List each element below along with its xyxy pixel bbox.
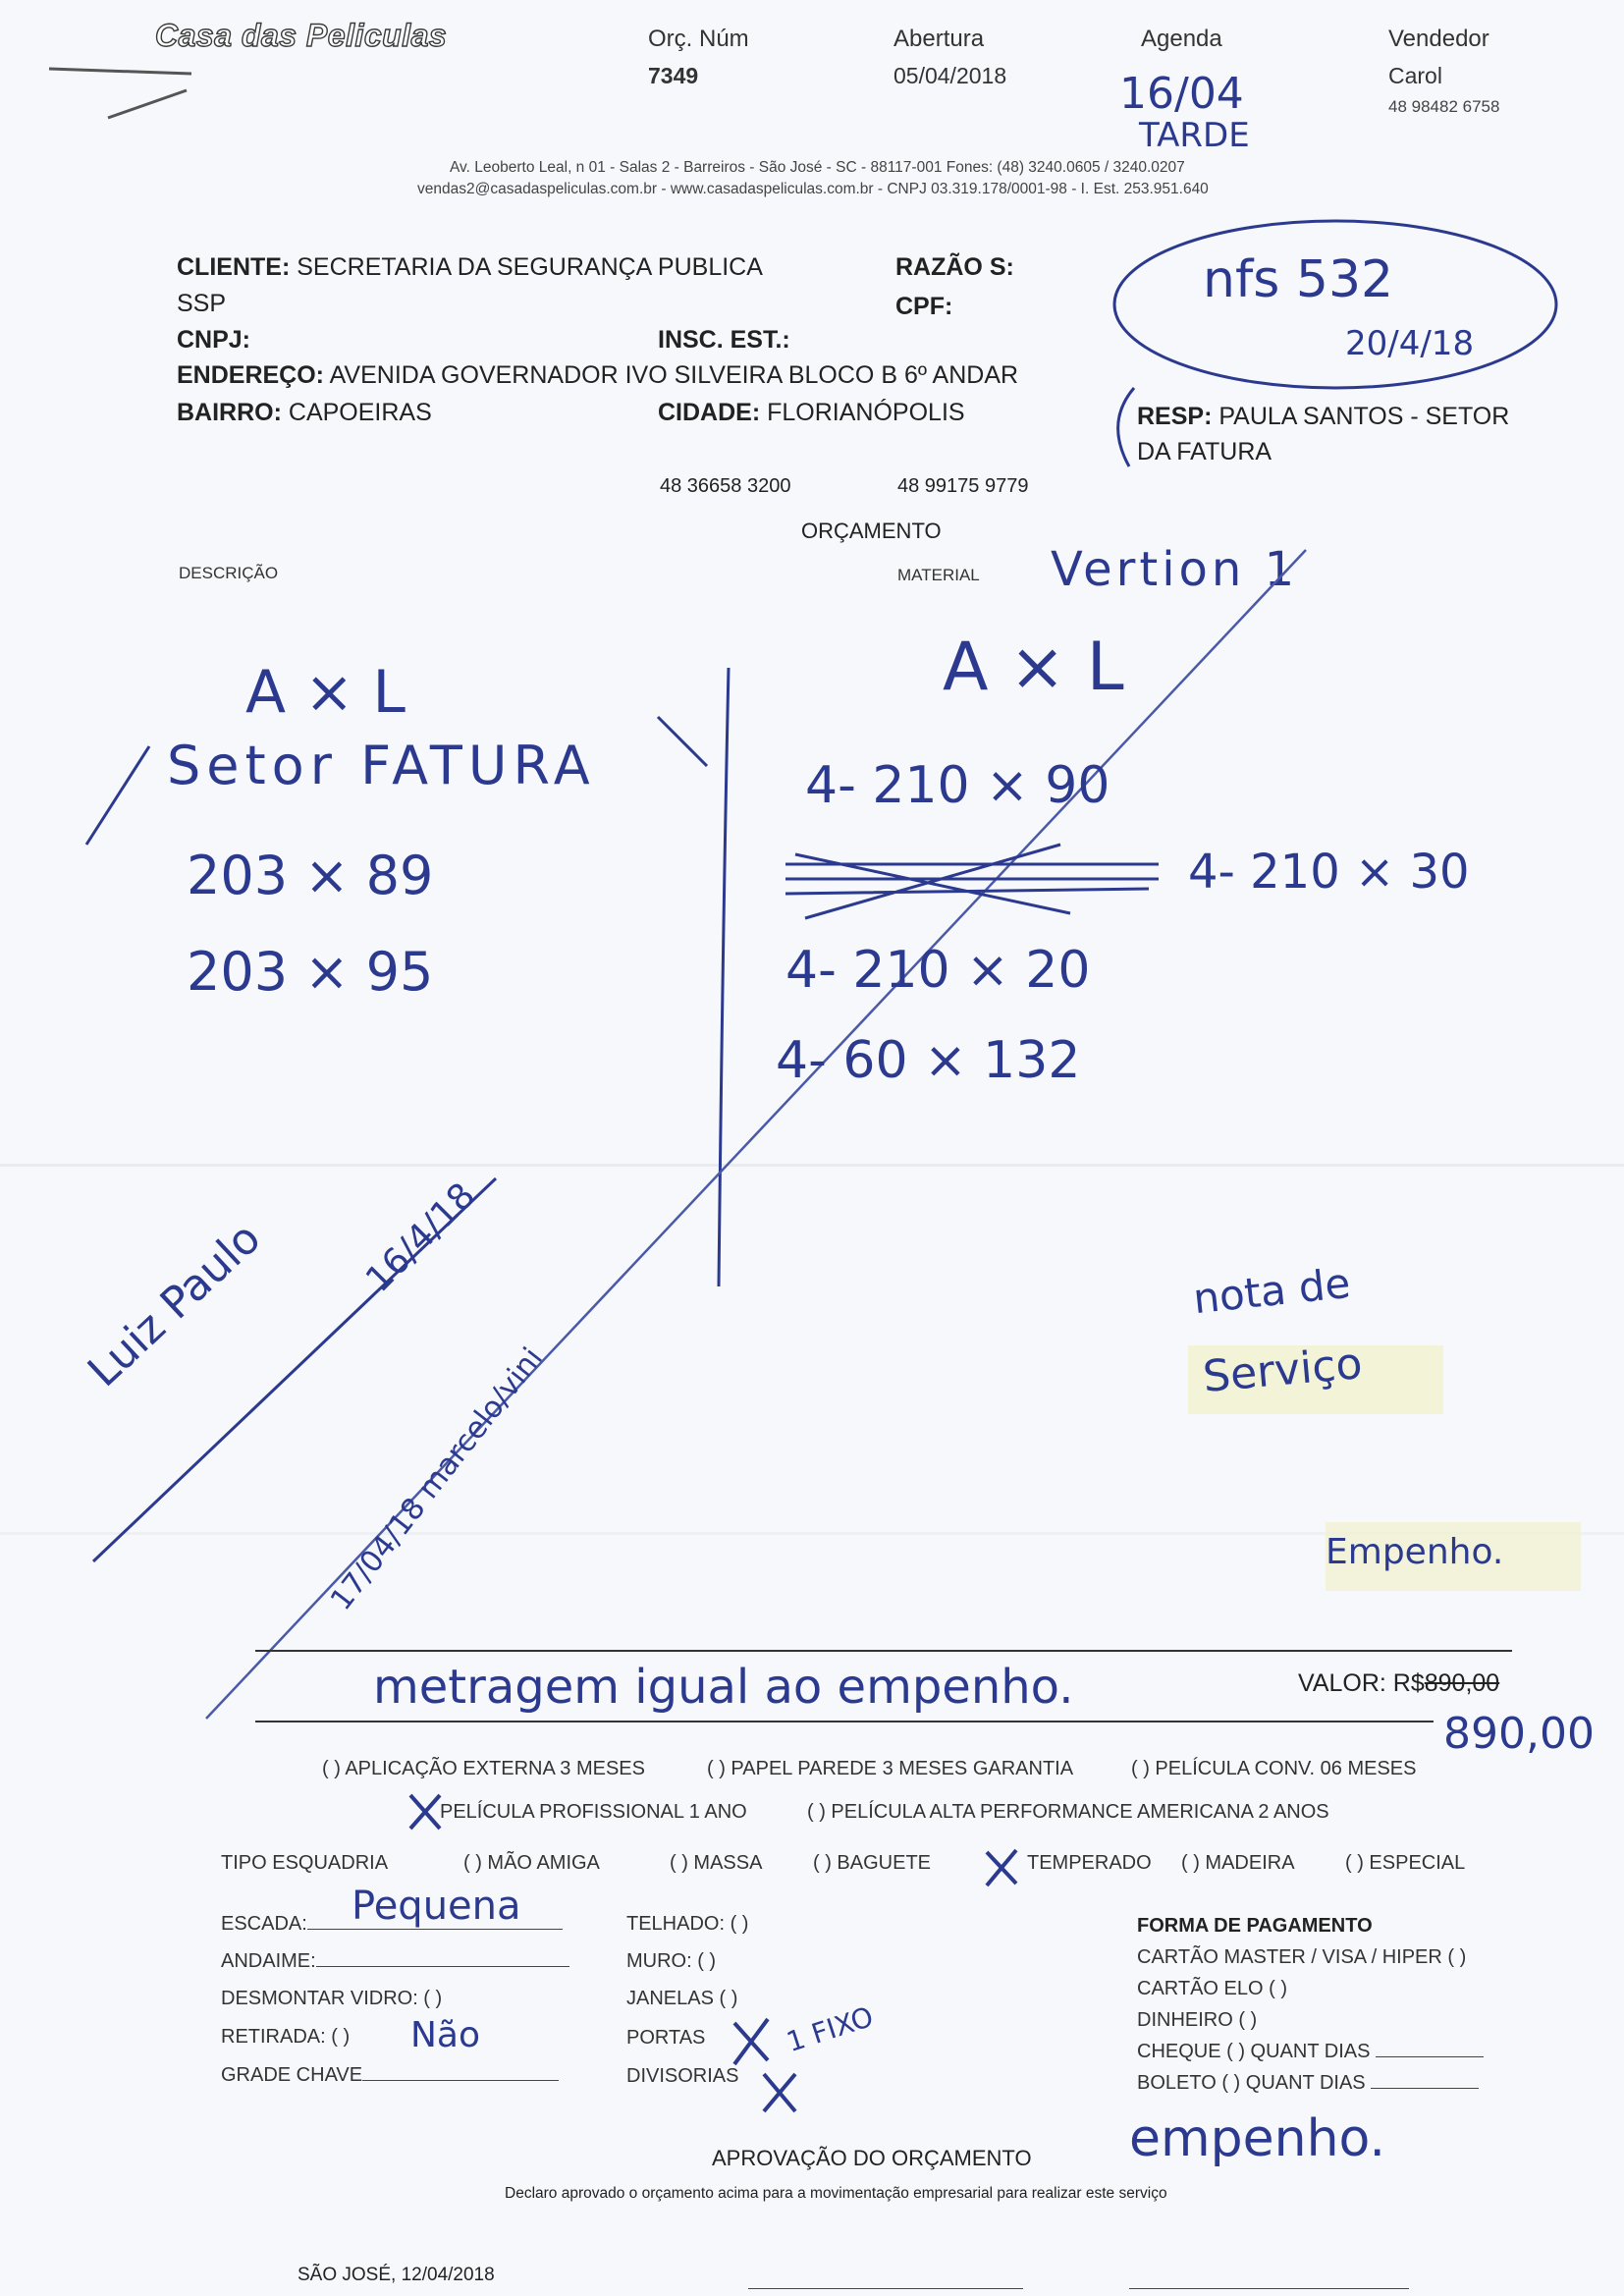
signature-date: 16/4/18 bbox=[358, 1175, 484, 1300]
valor-bottom-line bbox=[255, 1721, 1434, 1722]
nfs-date-handwritten: 20/4/18 bbox=[1345, 324, 1475, 363]
escada-handwritten: Pequena bbox=[352, 1884, 521, 1929]
metragem-handwritten: metragem igual ao empenho. bbox=[373, 1660, 1074, 1715]
aprovacao-text: Declaro aprovado o orçamento acima para a movimentação empresarial para realizar este serviço bbox=[505, 2185, 1167, 2202]
company-contact: vendas2@casadaspeliculas.com.br - www.casadaspeliculas.com.br - CNPJ 03.319.178/0001-98 - I. Est. 253.951.640 bbox=[417, 181, 1209, 197]
desmontar-field: DESMONTAR VIDRO: ( ) bbox=[221, 1988, 443, 2009]
resp-field: RESP: PAULA SANTOS - SETOR bbox=[1137, 403, 1510, 430]
vendedor-name: Carol bbox=[1388, 63, 1442, 88]
pagamento-cartao-master: CARTÃO MASTER / VISA / HIPER ( ) bbox=[1137, 1946, 1467, 1968]
retirada-field: RETIRADA: ( ) bbox=[221, 2026, 351, 2048]
setor-handwritten: Setor FATURA bbox=[167, 735, 596, 796]
cpf-label: CPF: bbox=[895, 293, 953, 320]
pagamento-handwritten: empenho. bbox=[1129, 2109, 1385, 2168]
material-handwritten: Vertion 1 bbox=[1051, 542, 1299, 597]
signature-name: Luiz Paulo bbox=[79, 1213, 271, 1397]
pagamento-boleto: BOLETO ( ) QUANT DIAS bbox=[1137, 2072, 1479, 2095]
signature-line-2 bbox=[1129, 2288, 1409, 2289]
pagamento-title: FORMA DE PAGAMENTO bbox=[1137, 1915, 1373, 1937]
pagamento-cartao-elo: CARTÃO ELO ( ) bbox=[1137, 1978, 1287, 1999]
retirada-handwritten: Não bbox=[410, 2015, 481, 2055]
abertura-value: 05/04/2018 bbox=[893, 63, 1007, 88]
client-phone-2: 48 99175 9779 bbox=[897, 475, 1029, 497]
axl-right-handwritten: A × L bbox=[943, 629, 1124, 706]
service-pelicula-profissional: PELÍCULA PROFISSIONAL 1 ANO bbox=[440, 1801, 747, 1823]
bairro-value: CAPOEIRAS bbox=[288, 399, 432, 426]
insc-label: INSC. EST.: bbox=[658, 326, 790, 354]
esquadria-mao-amiga: ( ) MÃO AMIGA bbox=[463, 1852, 600, 1874]
agenda-label: Agenda bbox=[1141, 26, 1222, 52]
endereco-field: ENDEREÇO: AVENIDA GOVERNADOR IVO SILVEIRA BLOCO B 6º ANDAR bbox=[177, 361, 1019, 389]
portas-field: PORTAS bbox=[626, 2027, 706, 2049]
dim-right-3: 4- 210 × 20 bbox=[785, 941, 1091, 1000]
valor-field bbox=[1298, 1669, 1499, 1698]
janelas-field: JANELAS ( ) bbox=[626, 1988, 738, 2009]
vendedor-phone: 48 98482 6758 bbox=[1388, 97, 1500, 116]
dim-right-1: 4- 210 × 90 bbox=[805, 756, 1110, 815]
telhado-field: TELHADO: ( ) bbox=[626, 1913, 749, 1935]
esquadria-especial: ( ) ESPECIAL bbox=[1345, 1852, 1466, 1874]
nfs-number-handwritten: nfs 532 bbox=[1203, 250, 1394, 309]
place-date: SÃO JOSÉ, 12/04/2018 bbox=[298, 2265, 495, 2285]
endereco-value: AVENIDA GOVERNADOR IVO SILVEIRA BLOCO B 6º ANDAR bbox=[329, 361, 1019, 389]
valor-label: VALOR: R$ bbox=[1298, 1669, 1425, 1697]
dim-right-4: 4- 60 × 132 bbox=[776, 1031, 1081, 1090]
dim-right-2: 4- 210 × 30 bbox=[1188, 845, 1470, 900]
orcamento-title: ORÇAMENTO bbox=[801, 519, 942, 543]
cnpj-label: CNPJ: bbox=[177, 326, 251, 354]
orc-value: 7349 bbox=[648, 63, 699, 88]
agenda-time-handwritten: TARDE bbox=[1139, 116, 1250, 155]
signature-line-1 bbox=[748, 2288, 1023, 2289]
descricao-label: DESCRIÇÃO bbox=[179, 564, 279, 582]
valor-handwritten: 890,00 bbox=[1443, 1709, 1595, 1759]
service-pelicula-alta: ( ) PELÍCULA ALTA PERFORMANCE AMERICANA 2 ANOS bbox=[807, 1801, 1329, 1823]
grade-field: GRADE CHAVE bbox=[221, 2064, 559, 2087]
company-address: Av. Leoberto Leal, n 01 - Salas 2 - Barreiros - São José - SC - 88117-001 Fones: (48) 3240.0605 / 3240.0207 bbox=[450, 159, 1185, 176]
andaime-field: ANDAIME: bbox=[221, 1950, 569, 1973]
servico-handwritten: Serviço bbox=[1201, 1339, 1365, 1402]
nota-handwritten: nota de bbox=[1190, 1258, 1353, 1324]
divisorias-field: DIVISORIAS bbox=[626, 2065, 739, 2087]
empenho-note-handwritten: Empenho. bbox=[1326, 1532, 1504, 1572]
cidade-field: CIDADE: FLORIANÓPOLIS bbox=[658, 399, 965, 426]
cliente-value: SECRETARIA DA SEGURANÇA PUBLICA bbox=[297, 253, 763, 281]
pagamento-cheque: CHEQUE ( ) QUANT DIAS bbox=[1137, 2041, 1484, 2063]
vendedor-label: Vendedor bbox=[1388, 26, 1489, 52]
client-phone-1: 48 36658 3200 bbox=[660, 475, 791, 497]
esquadria-massa: ( ) MASSA bbox=[670, 1852, 763, 1874]
muro-field: MURO: ( ) bbox=[626, 1950, 717, 1972]
material-label: MATERIAL bbox=[897, 566, 980, 584]
axl-left-handwritten: A × L bbox=[245, 658, 406, 727]
dim-left-2: 203 × 95 bbox=[187, 941, 434, 1003]
pagamento-dinheiro: DINHEIRO ( ) bbox=[1137, 2009, 1258, 2031]
resp-value: PAULA SANTOS - SETOR bbox=[1218, 403, 1510, 430]
esquadria-label: TIPO ESQUADRIA bbox=[221, 1852, 389, 1874]
orc-label: Orç. Núm bbox=[648, 26, 749, 52]
escada-field: ESCADA: bbox=[221, 1913, 563, 1936]
agenda-date-handwritten: 16/04 bbox=[1119, 69, 1244, 119]
resp-value-2: DA FATURA bbox=[1137, 438, 1272, 465]
cliente-value-2: SSP bbox=[177, 290, 227, 317]
service-aplicacao: ( ) APLICAÇÃO EXTERNA 3 MESES bbox=[322, 1758, 645, 1779]
bairro-field: BAIRRO: CAPOEIRAS bbox=[177, 399, 432, 426]
service-pelicula-conv: ( ) PELÍCULA CONV. 06 MESES bbox=[1131, 1758, 1417, 1779]
cidade-value: FLORIANÓPOLIS bbox=[767, 399, 965, 426]
service-papel-parede: ( ) PAPEL PAREDE 3 MESES GARANTIA bbox=[707, 1758, 1074, 1779]
esquadria-madeira: ( ) MADEIRA bbox=[1181, 1852, 1295, 1874]
cliente-field: CLIENTE: SECRETARIA DA SEGURANÇA PUBLICA bbox=[177, 253, 763, 281]
signature-2: 17/04/18 marcelo/vini bbox=[324, 1340, 550, 1617]
esquadria-temperado: TEMPERADO bbox=[1027, 1852, 1152, 1874]
company-logo: Casa das Peliculas bbox=[155, 18, 448, 53]
valor-top-line bbox=[255, 1650, 1512, 1652]
esquadria-baguete: ( ) BAGUETE bbox=[813, 1852, 932, 1874]
valor-struck: 890,00 bbox=[1424, 1669, 1500, 1697]
abertura-label: Abertura bbox=[893, 26, 985, 52]
dim-left-1: 203 × 89 bbox=[187, 845, 434, 906]
razao-label: RAZÃO S: bbox=[895, 253, 1014, 281]
aprovacao-title: APROVAÇÃO DO ORÇAMENTO bbox=[712, 2146, 1032, 2170]
portas-handwritten: 1 FIXO bbox=[783, 1999, 878, 2059]
